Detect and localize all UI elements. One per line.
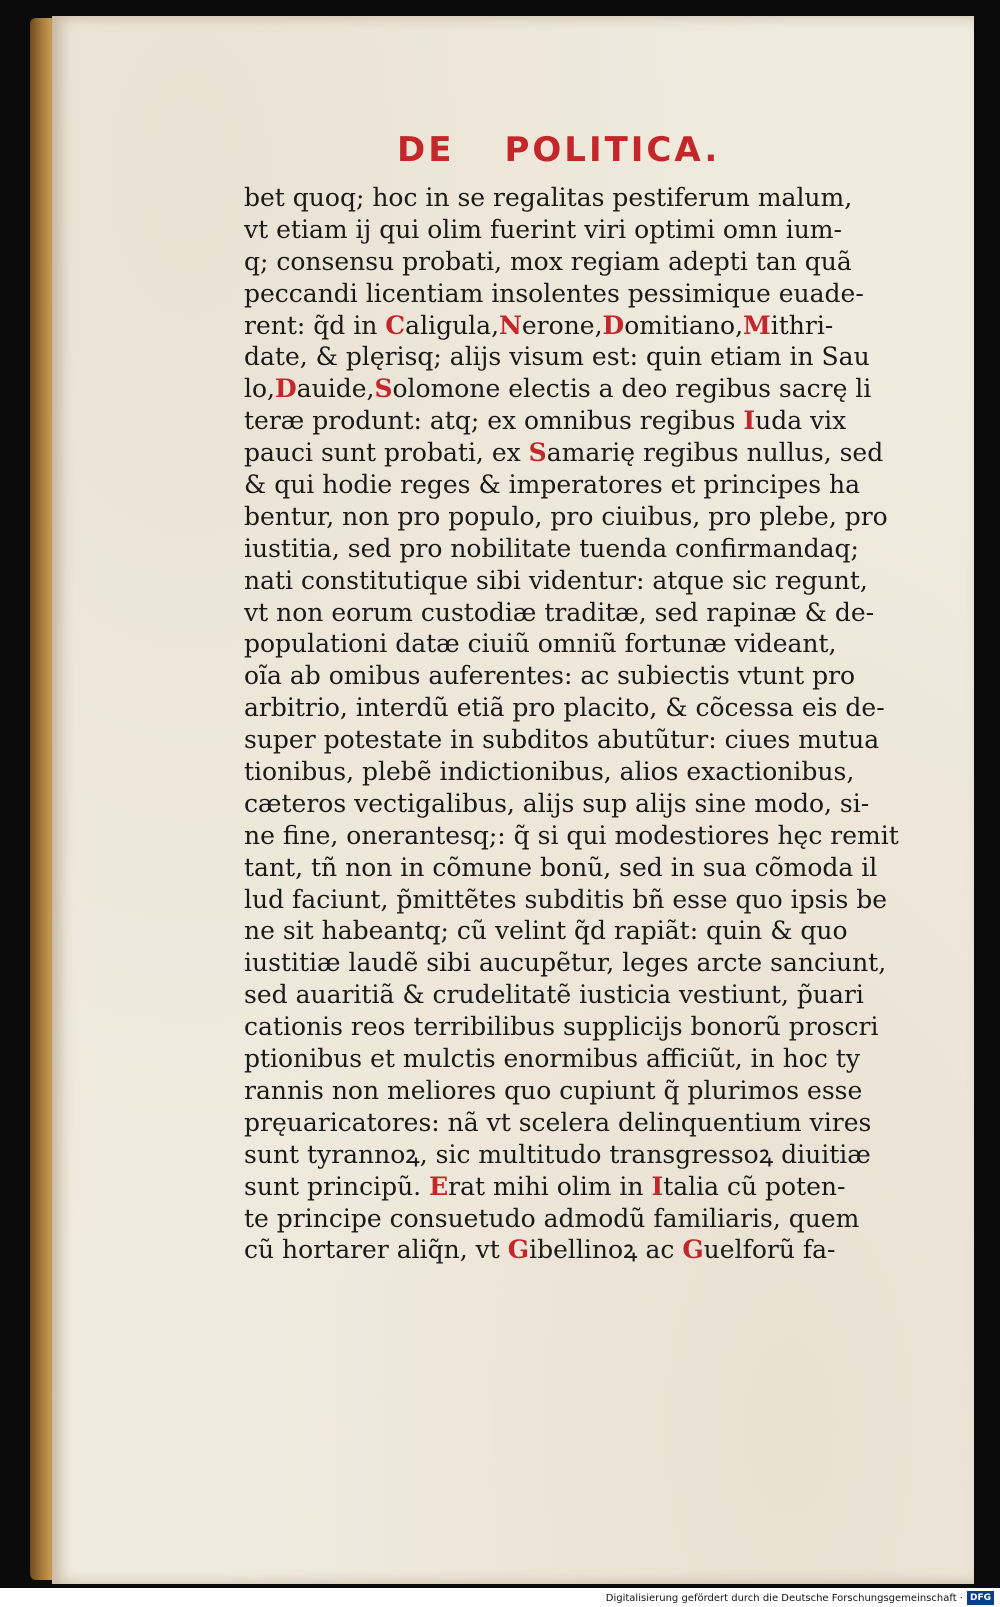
text-line	[244, 947, 912, 979]
rubricated-initial: D	[602, 310, 625, 340]
text-segment: ithri-	[770, 310, 834, 340]
text-line	[244, 533, 912, 565]
text-line	[244, 820, 912, 852]
rubricated-initial: G	[507, 1235, 530, 1265]
text-line	[244, 373, 912, 405]
text-segment: uelforũ fa-	[703, 1235, 836, 1265]
text-line	[244, 1139, 912, 1171]
text-line	[244, 278, 912, 310]
rubricated-initial: N	[499, 310, 522, 340]
running-head-right: POLITICA.	[504, 130, 721, 170]
text-line	[244, 437, 912, 469]
text-segment: ibellinoꝝ ac	[529, 1235, 683, 1265]
text-segment: ne fine, onerantesq;: q̃ si qui modestiores hęc remit	[244, 820, 899, 850]
text-segment: talia cũ poten-	[663, 1171, 846, 1201]
rubricated-initial: I	[743, 406, 756, 436]
text-segment: iustitia, sed pro nobilitate tuenda confirmandaq;	[244, 533, 859, 563]
text-line	[244, 1234, 912, 1266]
text-line	[244, 469, 912, 501]
text-line	[244, 246, 912, 278]
text-line	[244, 1011, 912, 1043]
text-line	[244, 214, 912, 246]
running-head	[397, 130, 777, 174]
text-line	[244, 884, 912, 916]
text-line	[244, 182, 912, 214]
text-line	[244, 1171, 912, 1203]
text-segment: rent: q̃d in	[244, 310, 386, 340]
text-segment: sunt principũ.	[244, 1171, 430, 1201]
text-line	[244, 756, 912, 788]
text-segment: auide,	[296, 374, 375, 404]
text-line	[244, 310, 912, 342]
text-segment: ptionibus et mulctis enormibus afficiũt, in hoc ty	[244, 1044, 860, 1074]
text-segment: arbitrio, interdũ etiã pro placito, & cõcessa eis de-	[244, 693, 885, 723]
text-segment: pręuaricatores: nã vt scelera delinquentium vires	[244, 1107, 872, 1137]
text-segment: amarię regibus nullus, sed	[546, 438, 884, 468]
rubricated-initial: G	[682, 1235, 704, 1265]
text-line	[244, 565, 912, 597]
text-line	[244, 692, 912, 724]
text-line	[244, 501, 912, 533]
text-segment: lo,	[244, 374, 275, 404]
text-line	[244, 788, 912, 820]
text-segment: vt etiam ij qui olim fuerint viri optimi omn ium-	[244, 214, 842, 244]
text-segment: iustitiæ laudẽ sibi aucupẽtur, leges arcte sanciunt,	[244, 948, 887, 978]
text-line	[244, 1203, 912, 1235]
text-line	[244, 724, 912, 756]
text-segment: lud faciunt, p̃mittẽtes subditis bñ esse quo ipsis be	[244, 884, 888, 914]
text-segment: bet quoq; hoc in se regalitas pestiferum malum,	[244, 183, 853, 212]
text-line	[244, 405, 912, 437]
text-segment: erone,	[521, 310, 603, 340]
text-segment: bentur, non pro populo, pro ciuibus, pro plebe, pro	[244, 501, 888, 531]
rubricated-initial: C	[385, 310, 406, 340]
text-segment: aligula,	[405, 310, 500, 340]
text-line	[244, 979, 912, 1011]
text-segment: populationi datæ ciuiũ omniũ fortunæ videant,	[244, 629, 837, 659]
running-head-left: DE	[397, 130, 455, 170]
text-segment: super potestate in subditos abutũtur: ciues mutua	[244, 725, 880, 755]
text-segment: vt non eorum custodiæ traditæ, sed rapinæ & de-	[244, 597, 875, 627]
rubricated-initial: I	[651, 1171, 664, 1201]
text-segment: cũ hortarer aliq̃n, vt	[244, 1235, 508, 1265]
text-segment: rat mihi olim in	[448, 1171, 652, 1201]
text-line	[244, 915, 912, 947]
text-line	[244, 341, 912, 373]
text-segment: date, & plęrisq; alijs visum est: quin etiam in Sau	[244, 342, 870, 372]
text-line	[244, 1107, 912, 1139]
rubricated-initial: S	[374, 374, 393, 404]
text-segment: uda vix	[755, 406, 847, 436]
text-segment: omitiano,	[624, 310, 744, 340]
text-segment: peccandi licentiam insolentes pessimique euade-	[244, 278, 864, 308]
body-text	[244, 182, 912, 1266]
text-segment: nati constitutique sibi videntur: atque sic regunt,	[244, 565, 868, 595]
text-line	[244, 597, 912, 629]
text-segment: tionibus, plebẽ indictionibus, alios exactionibus,	[244, 757, 855, 787]
text-segment: te principe consuetudo admodũ familiaris, quem	[244, 1203, 860, 1233]
text-segment: sunt tyrannoꝝ, sic multitudo transgressoꝝ diuitiæ	[244, 1139, 871, 1169]
footer	[606, 1590, 994, 1606]
text-segment: & qui hodie reges & imperatores et principes ha	[244, 470, 861, 500]
rubricated-initial: S	[528, 438, 547, 468]
text-segment: pauci sunt probati, ex	[244, 438, 529, 468]
text-segment: tant, tñ non in cõmune bonũ, sed in sua cõmoda il	[244, 852, 878, 882]
text-segment: oĩa ab omibus auferentes: ac subiectis vtunt pro	[244, 661, 856, 691]
text-segment: sed auaritiã & crudelitatẽ iusticia vestiunt, p̃uari	[244, 980, 864, 1010]
text-segment: rannis non meliores quo cupiunt q̃ plurimos esse	[244, 1075, 863, 1105]
rubricated-initial: M	[743, 310, 771, 340]
footer-credit: Digitalisierung gefördert durch die Deutsche Forschungsgemeinschaft ·	[605, 1592, 963, 1604]
text-line	[244, 1043, 912, 1075]
dfg-logo: DFG	[967, 1591, 994, 1605]
text-segment: olomone electis a deo regibus sacrę li	[392, 374, 872, 404]
text-segment: q; consensu probati, mox regiam adepti tan quã	[244, 246, 852, 276]
rubricated-initial: D	[275, 374, 297, 404]
text-segment: teræ produnt: atq; ex omnibus regibus	[244, 406, 744, 436]
text-line	[244, 852, 912, 884]
rubricated-initial: E	[429, 1171, 449, 1201]
text-line	[244, 1075, 912, 1107]
text-line	[244, 660, 912, 692]
text-segment: cæteros vectigalibus, alijs sup alijs sine modo, si-	[244, 788, 870, 818]
text-line	[244, 628, 912, 660]
text-segment: ne sit habeantq; cũ velint q̃d rapiãt: quin & quo	[244, 916, 848, 946]
text-segment: cationis reos terribilibus supplicijs bonorũ proscri	[244, 1012, 879, 1042]
